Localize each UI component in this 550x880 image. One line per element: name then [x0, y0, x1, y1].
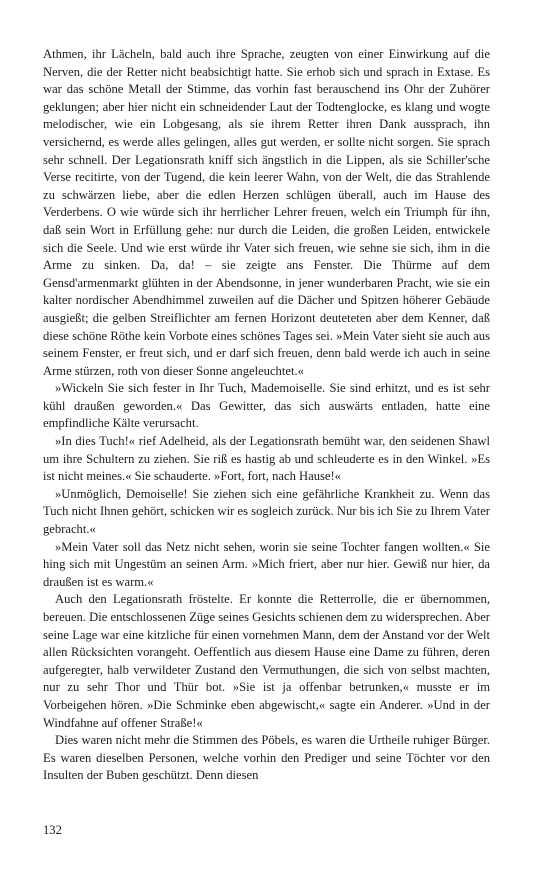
paragraph-5: »Mein Vater soll das Netz nicht sehen, worin sie seine Tochter fangen wollten.« Sie hing sich mit Ungestüm an seinen Arm. »Mich friert, aber nur hier. Gewiß nur hier, da draußen ist es warm.«	[43, 539, 490, 589]
paragraph-3: »In dies Tuch!« rief Adelheid, als der Legationsrath bemüht war, den seidenen Shawl um ihre Schultern zu ziehen. Sie riß es hastig ab und schleuderte es in den Winkel. »Es ist nicht meines.« Sie schauderte. »Fort, fort, nach Hause!«	[43, 434, 490, 484]
paragraph-6: Auch den Legationsrath fröstelte. Er konnte die Retterrolle, die er übernommen, bereuen. Die entschlossenen Züge seines Gesichts schienen dem zu widersprechen. Aber seine Lage war eine kitzliche für einen vornehmen Mann, dem der Anstand vor der Welt allen Rücksichten vorangeht. Oeffentlich aus diesem Hause eine Dame zu führen, deren aufgeregter, halb verwildeter Zustand den Vermuthungen, die sich von selbst machten, nur zu sehr Thor und Thür bot. »Sie ist ja offenbar betrunken,« musste er im Vorbeigehen hören. »Die Schminke eben abgewischt,« sagte ein Anderer. »Und in der Windfahne auf offener Straße!«	[43, 592, 490, 730]
paragraph-2: »Wickeln Sie sich fester in Ihr Tuch, Mademoiselle. Sie sind erhitzt, und es ist sehr kühl draußen geworden.« Das Gewitter, das sich auswärts entladen, hatte eine empfindliche Kälte verursacht.	[43, 381, 490, 431]
paragraph-1: Athmen, ihr Lächeln, bald auch ihre Sprache, zeugten von einer Einwirkung auf die Nerven, die der Retter nicht beabsichtigt hatte. Sie erhob sich und sprach in Extase. Es war das schöne Metall der Stimme, das vorhin fast berauschend ins Ohr der Zuhörer geklungen; aber hier nicht ein schneidender Laut der Todtenglocke, es klang und wogte melodischer, wie ein Lobgesang, als sie ihrem Retter ihren Dank aussprach, ihn versichernd, es werde alles gelingen, alles gut werden, er sollte nicht sorgen. Sie sprach sehr schnell. Der Legationsrath kniff sich ängstlich in die Lippen, als sie Schiller'sche Verse recitirte, von der Tugend, die kein leerer Wahn, von der Welt, die das Strahlende zu schwärzen liebe, aber die edlen Herzen schlügen überall, auch im Hause des Verderbens. O wie würde sich ihr herrlicher Lehrer freuen, welch ein Triumph für ihn, daß sein Wort in Erfüllung gehe: nur durch die Leiden, die großen Leiden, entwickele sich die Seele. Und wie erst würde ihr Vater sich freuen, wie sehne sie sich, ihm in die Arme zu sinken. Da, da! – sie zeigte ans Fenster. Die Thürme auf dem Gensd'armenmarkt glühten in der Abendsonne, in jener wunderbaren Pracht, wie sie ein kalter nordischer Abendhimmel zuweilen auf die Dächer und Spitzen höherer Gebäude ausgießt; die gelben Streiflichter am fernen Horizont deuteteten aber dem Kenner, daß diese schöne Röthe kein Vorbote eines schönes Tages sei. »Mein Vater sieht sie auch aus seinem Fenster, er freut sich, und er darf sich freuen, denn bald werde ich auch in seine Arme stürzen, roth von dieser Sonne angeleuchtet.«	[43, 47, 490, 378]
page-text-block	[43, 46, 490, 785]
page-number: 132	[43, 823, 62, 837]
paragraph-7: Dies waren nicht mehr die Stimmen des Pöbels, es waren die Urtheile ruhiger Bürger. Es waren dieselben Personen, welche vorhin den Prediger und seine Töchter vor den Insulten der Buben geschützt. Denn diesen	[43, 733, 490, 783]
paragraph-4: »Unmöglich, Demoiselle! Sie ziehen sich eine gefährliche Krankheit zu. Wenn das Tuch nicht Ihnen gehört, schicken wir es sogleich zurück. Nur bis ich Sie zu Ihrem Vater gebracht.«	[43, 486, 490, 537]
